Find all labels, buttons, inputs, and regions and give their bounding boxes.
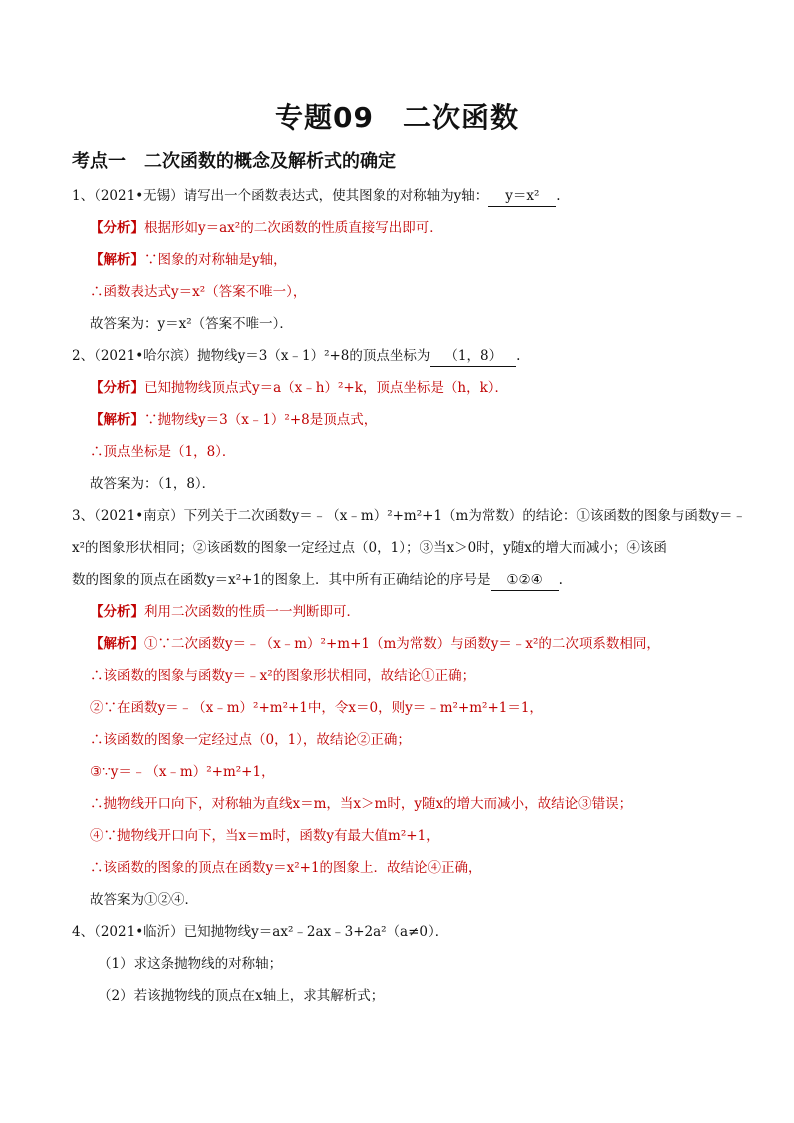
solution: 【解析】①∵二次函数y＝﹣（x﹣m）²+m+1（m为常数）与函数y＝﹣x²的二次项系数相同， [90, 636, 660, 652]
analysis: 【分析】已知抛物线顶点式y＝a（x﹣h）²+k，顶点坐标是（h，k）． [90, 380, 509, 396]
final-answer: 故答案为：（1，8）． [90, 476, 216, 492]
solution-step: ③∵y＝﹣（x﹣m）²+m²+1， [90, 764, 275, 780]
solution: 【解析】∵图象的对称轴是y轴， [90, 252, 287, 268]
solution-step: ∴该函数的图象一定经过点（0，1），故结论②正确； [90, 732, 411, 748]
question-2-stem: 2、（2021•哈尔滨）抛物线y＝3（x﹣1）²+8的顶点坐标为 （1，8） . [72, 346, 520, 367]
solution: 【解析】∵抛物线y＝3（x﹣1）²+8是顶点式， [90, 412, 378, 428]
answer-blank: （1，8） [430, 346, 516, 367]
analysis: 【分析】利用二次函数的性质一一判断即可． [90, 604, 360, 620]
solution-step: ②∵在函数y＝﹣（x﹣m）²+m²+1中，令x＝0，则y＝﹣m²+m²+1＝1， [90, 700, 543, 716]
analysis: 【分析】根据形如y＝ax²的二次函数的性质直接写出即可． [90, 220, 443, 236]
page-title: 专题09 二次函数 [275, 101, 519, 134]
question-3-stem: x²的图象形状相同；②该函数的图象一定经过点（0，1）；③当x＞0时，y随x的增大而减小；④该函 [72, 540, 667, 556]
solution-step: ∴该函数的图象与函数y＝﹣x²的图象形状相同，故结论①正确； [90, 668, 476, 684]
solution-step: ∴顶点坐标是（1，8）． [90, 444, 236, 460]
solution-step: ④∵抛物线开口向下，当x＝m时，函数y有最大值m²+1， [90, 828, 440, 844]
question-4-part-1: （1）求这条抛物线的对称轴； [98, 956, 283, 972]
final-answer: 故答案为：y＝x²（答案不唯一）． [90, 316, 293, 332]
solution-step: ∴该函数的图象的顶点在函数y＝x²+1的图象上．故结论④正确， [90, 860, 482, 876]
final-answer: 故答案为①②④． [90, 892, 198, 908]
answer-blank: ①②④ [491, 570, 559, 591]
question-4-part-2: （2）若该抛物线的顶点在x轴上，求其解析式； [98, 988, 385, 1004]
question-3-stem: 数的图象的顶点在函数y＝x²+1的图象上．其中所有正确结论的序号是 ①②④ . [72, 570, 563, 591]
question-3-stem: 3、（2021•南京）下列关于二次函数y＝﹣（x﹣m）²+m²+1（m为常数）的结论：①该函数的图象与函数y＝﹣ [72, 508, 746, 524]
solution-step: ∴抛物线开口向下，对称轴为直线x＝m，当x＞m时，y随x的增大而减小，故结论③错误； [90, 796, 633, 812]
question-1-stem: 1、（2021•无锡）请写出一个函数表达式，使其图象的对称轴为y轴： y＝x² . [72, 186, 561, 207]
question-4-stem: 4、（2021•临沂）已知抛物线y＝ax²﹣2ax﹣3+2a²（a≠0）． [72, 924, 449, 940]
section-heading: 考点一 二次函数的概念及解析式的确定 [72, 151, 396, 172]
answer-blank: y＝x² [488, 186, 556, 207]
solution-step: ∴函数表达式y＝x²（答案不唯一）， [90, 284, 307, 300]
